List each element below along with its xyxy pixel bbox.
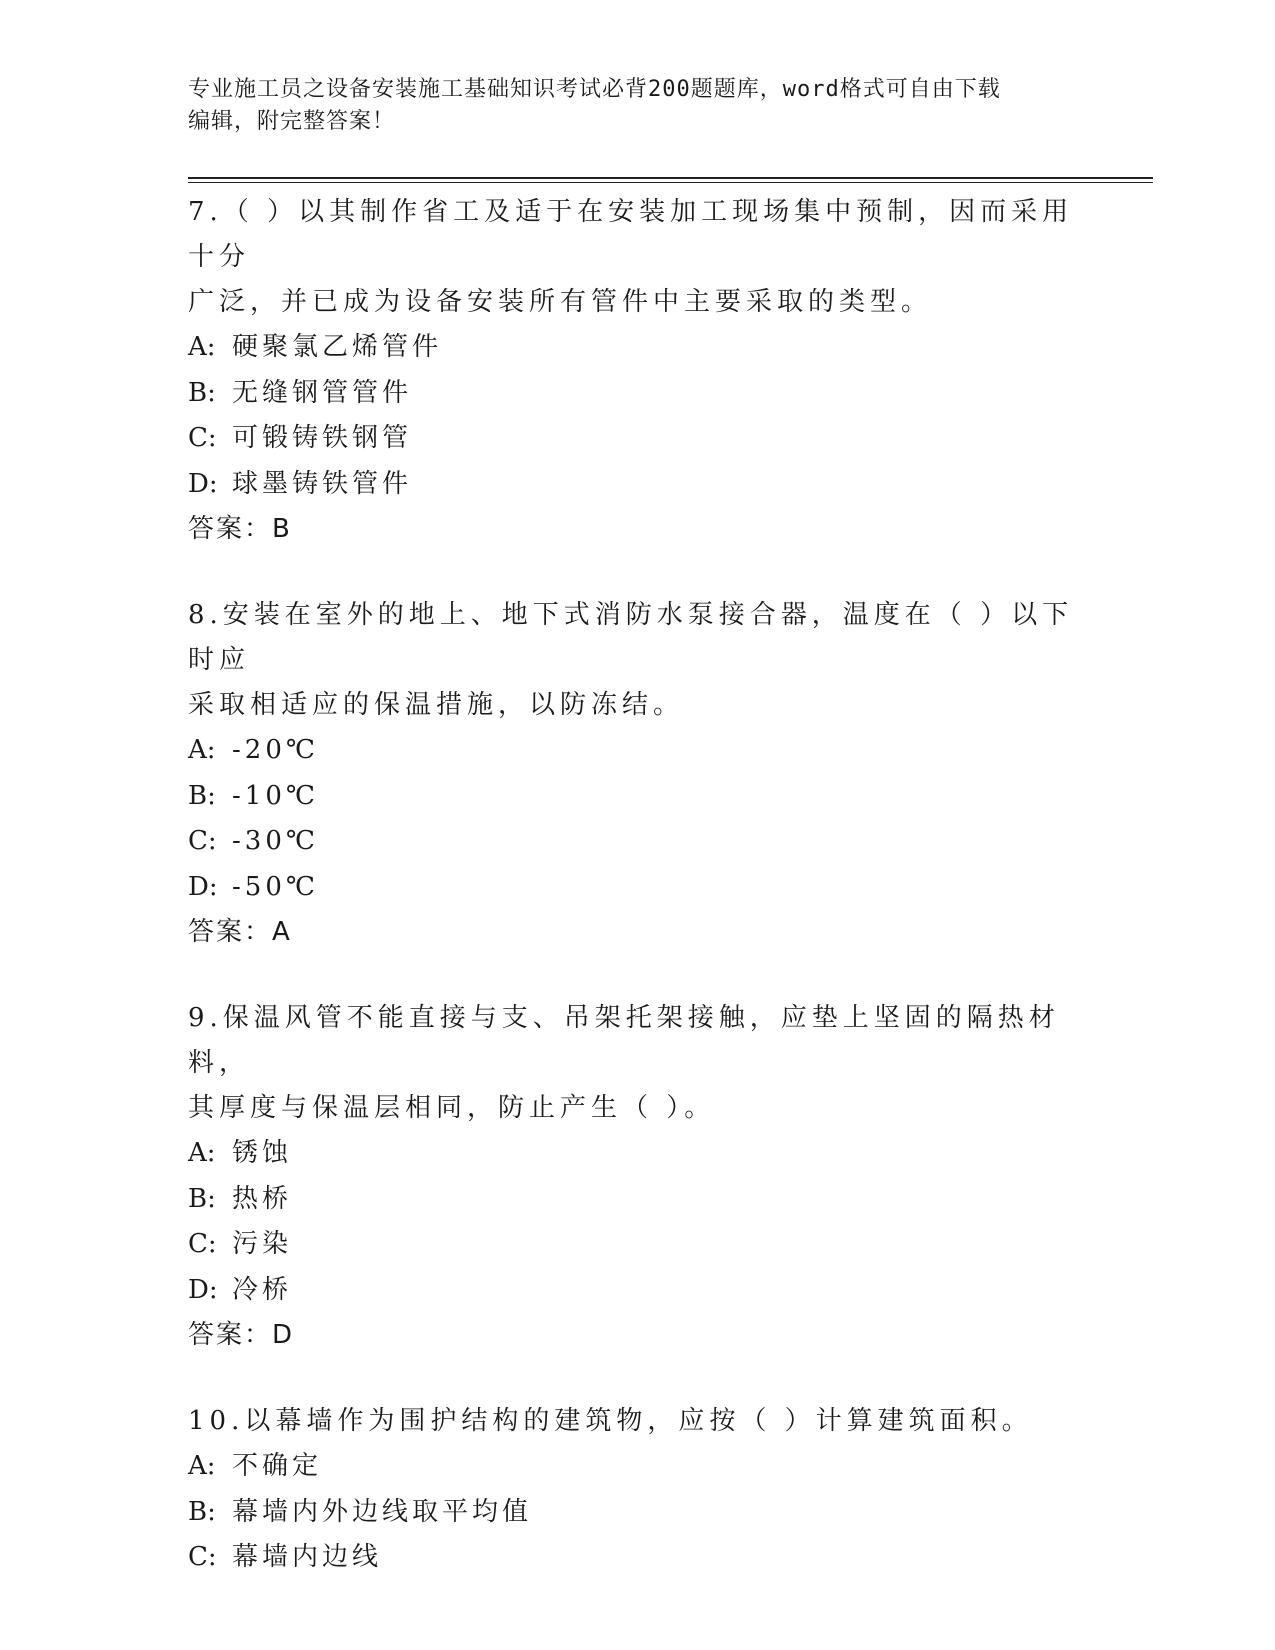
option-c bbox=[188, 819, 1088, 865]
question-stem-line: 8.安装在室外的地上、地下式消防水泵接合器，温度在（ ）以下时应 bbox=[188, 600, 1074, 675]
option-c bbox=[188, 1535, 1088, 1581]
option-text: 不确定 bbox=[232, 1451, 323, 1481]
question-list bbox=[188, 190, 1088, 1581]
option-b bbox=[188, 1490, 1088, 1536]
option-d bbox=[188, 865, 1088, 911]
option-c bbox=[188, 416, 1088, 462]
option-b bbox=[188, 371, 1088, 417]
option-label: B: bbox=[188, 1496, 216, 1527]
option-label: D: bbox=[188, 1274, 218, 1305]
question-stem-line: 7.（ ）以其制作省工及适于在安装加工现场集中预制，因而采用十分 bbox=[188, 197, 1074, 272]
option-c bbox=[188, 1222, 1088, 1268]
option-label: D: bbox=[188, 871, 218, 902]
option-text: 冷桥 bbox=[232, 1274, 293, 1305]
answer: 答案：A bbox=[188, 917, 292, 947]
option-label: B: bbox=[188, 377, 216, 408]
option-text: -10℃ bbox=[232, 780, 319, 811]
answer: 答案：D bbox=[188, 1320, 295, 1350]
option-text: -20℃ bbox=[232, 735, 319, 765]
question-stem-line: 采取相适应的保温措施，以防冻结。 bbox=[188, 690, 685, 720]
question-spacer bbox=[188, 552, 1088, 593]
option-d bbox=[188, 1268, 1088, 1314]
question-9 bbox=[188, 996, 1088, 1358]
option-label: D: bbox=[188, 468, 218, 499]
header-line-2: 编辑，附完整答案！ bbox=[188, 109, 396, 134]
option-label: C: bbox=[188, 423, 217, 453]
question-stem-line: 9.保温风管不能直接与支、吊架托架接触，应垫上坚固的隔热材料， bbox=[188, 1003, 1060, 1078]
option-b bbox=[188, 774, 1088, 820]
option-text: 幕墙内外边线取平均值 bbox=[232, 1496, 533, 1527]
option-label: A: bbox=[188, 1138, 216, 1168]
option-text: 可锻铸铁钢管 bbox=[232, 423, 413, 453]
option-label: B: bbox=[188, 780, 216, 811]
option-label: A: bbox=[188, 1451, 216, 1481]
option-label: A: bbox=[188, 332, 216, 362]
option-text: -30℃ bbox=[232, 826, 319, 856]
option-label: B: bbox=[188, 1183, 216, 1214]
option-text: 无缝钢管管件 bbox=[232, 377, 413, 408]
question-8 bbox=[188, 593, 1088, 955]
option-label: C: bbox=[188, 1229, 217, 1259]
question-stem bbox=[188, 996, 1088, 1131]
option-d bbox=[188, 462, 1088, 508]
question-stem-line: 其厚度与保温层相同，防止产生（ ）。 bbox=[188, 1093, 716, 1123]
question-stem-line: 10.以幕墙作为围护结构的建筑物，应按（ ）计算建筑面积。 bbox=[188, 1406, 1033, 1436]
question-7 bbox=[188, 190, 1088, 552]
answer: 答案：B bbox=[188, 514, 292, 544]
header-line-1: 专业施工员之设备安装施工基础知识考试必背200题题库，word格式可自由下载 bbox=[188, 77, 1001, 102]
header-divider-thick bbox=[188, 177, 1153, 179]
question-stem bbox=[188, 1399, 1088, 1444]
option-text: 污染 bbox=[232, 1229, 293, 1259]
question-stem-line: 广泛，并已成为设备安装所有管件中主要采取的类型。 bbox=[188, 287, 933, 317]
option-a bbox=[188, 1444, 1088, 1490]
document-header bbox=[188, 74, 1088, 138]
option-a bbox=[188, 728, 1088, 774]
option-text: 幕墙内边线 bbox=[232, 1542, 383, 1572]
question-stem bbox=[188, 190, 1088, 325]
option-b bbox=[188, 1177, 1088, 1223]
question-10 bbox=[188, 1399, 1088, 1581]
option-text: 硬聚氯乙烯管件 bbox=[232, 332, 443, 362]
option-text: 热桥 bbox=[232, 1183, 293, 1214]
header-divider-thin bbox=[188, 182, 1153, 183]
option-label: C: bbox=[188, 1542, 217, 1572]
option-label: C: bbox=[188, 826, 217, 856]
option-text: 锈蚀 bbox=[232, 1138, 293, 1168]
question-stem bbox=[188, 593, 1088, 728]
question-spacer bbox=[188, 955, 1088, 996]
option-text: 球墨铸铁管件 bbox=[232, 468, 413, 499]
question-spacer bbox=[188, 1358, 1088, 1399]
option-a bbox=[188, 325, 1088, 371]
option-label: A: bbox=[188, 735, 216, 765]
option-text: -50℃ bbox=[232, 871, 319, 902]
option-a bbox=[188, 1131, 1088, 1177]
